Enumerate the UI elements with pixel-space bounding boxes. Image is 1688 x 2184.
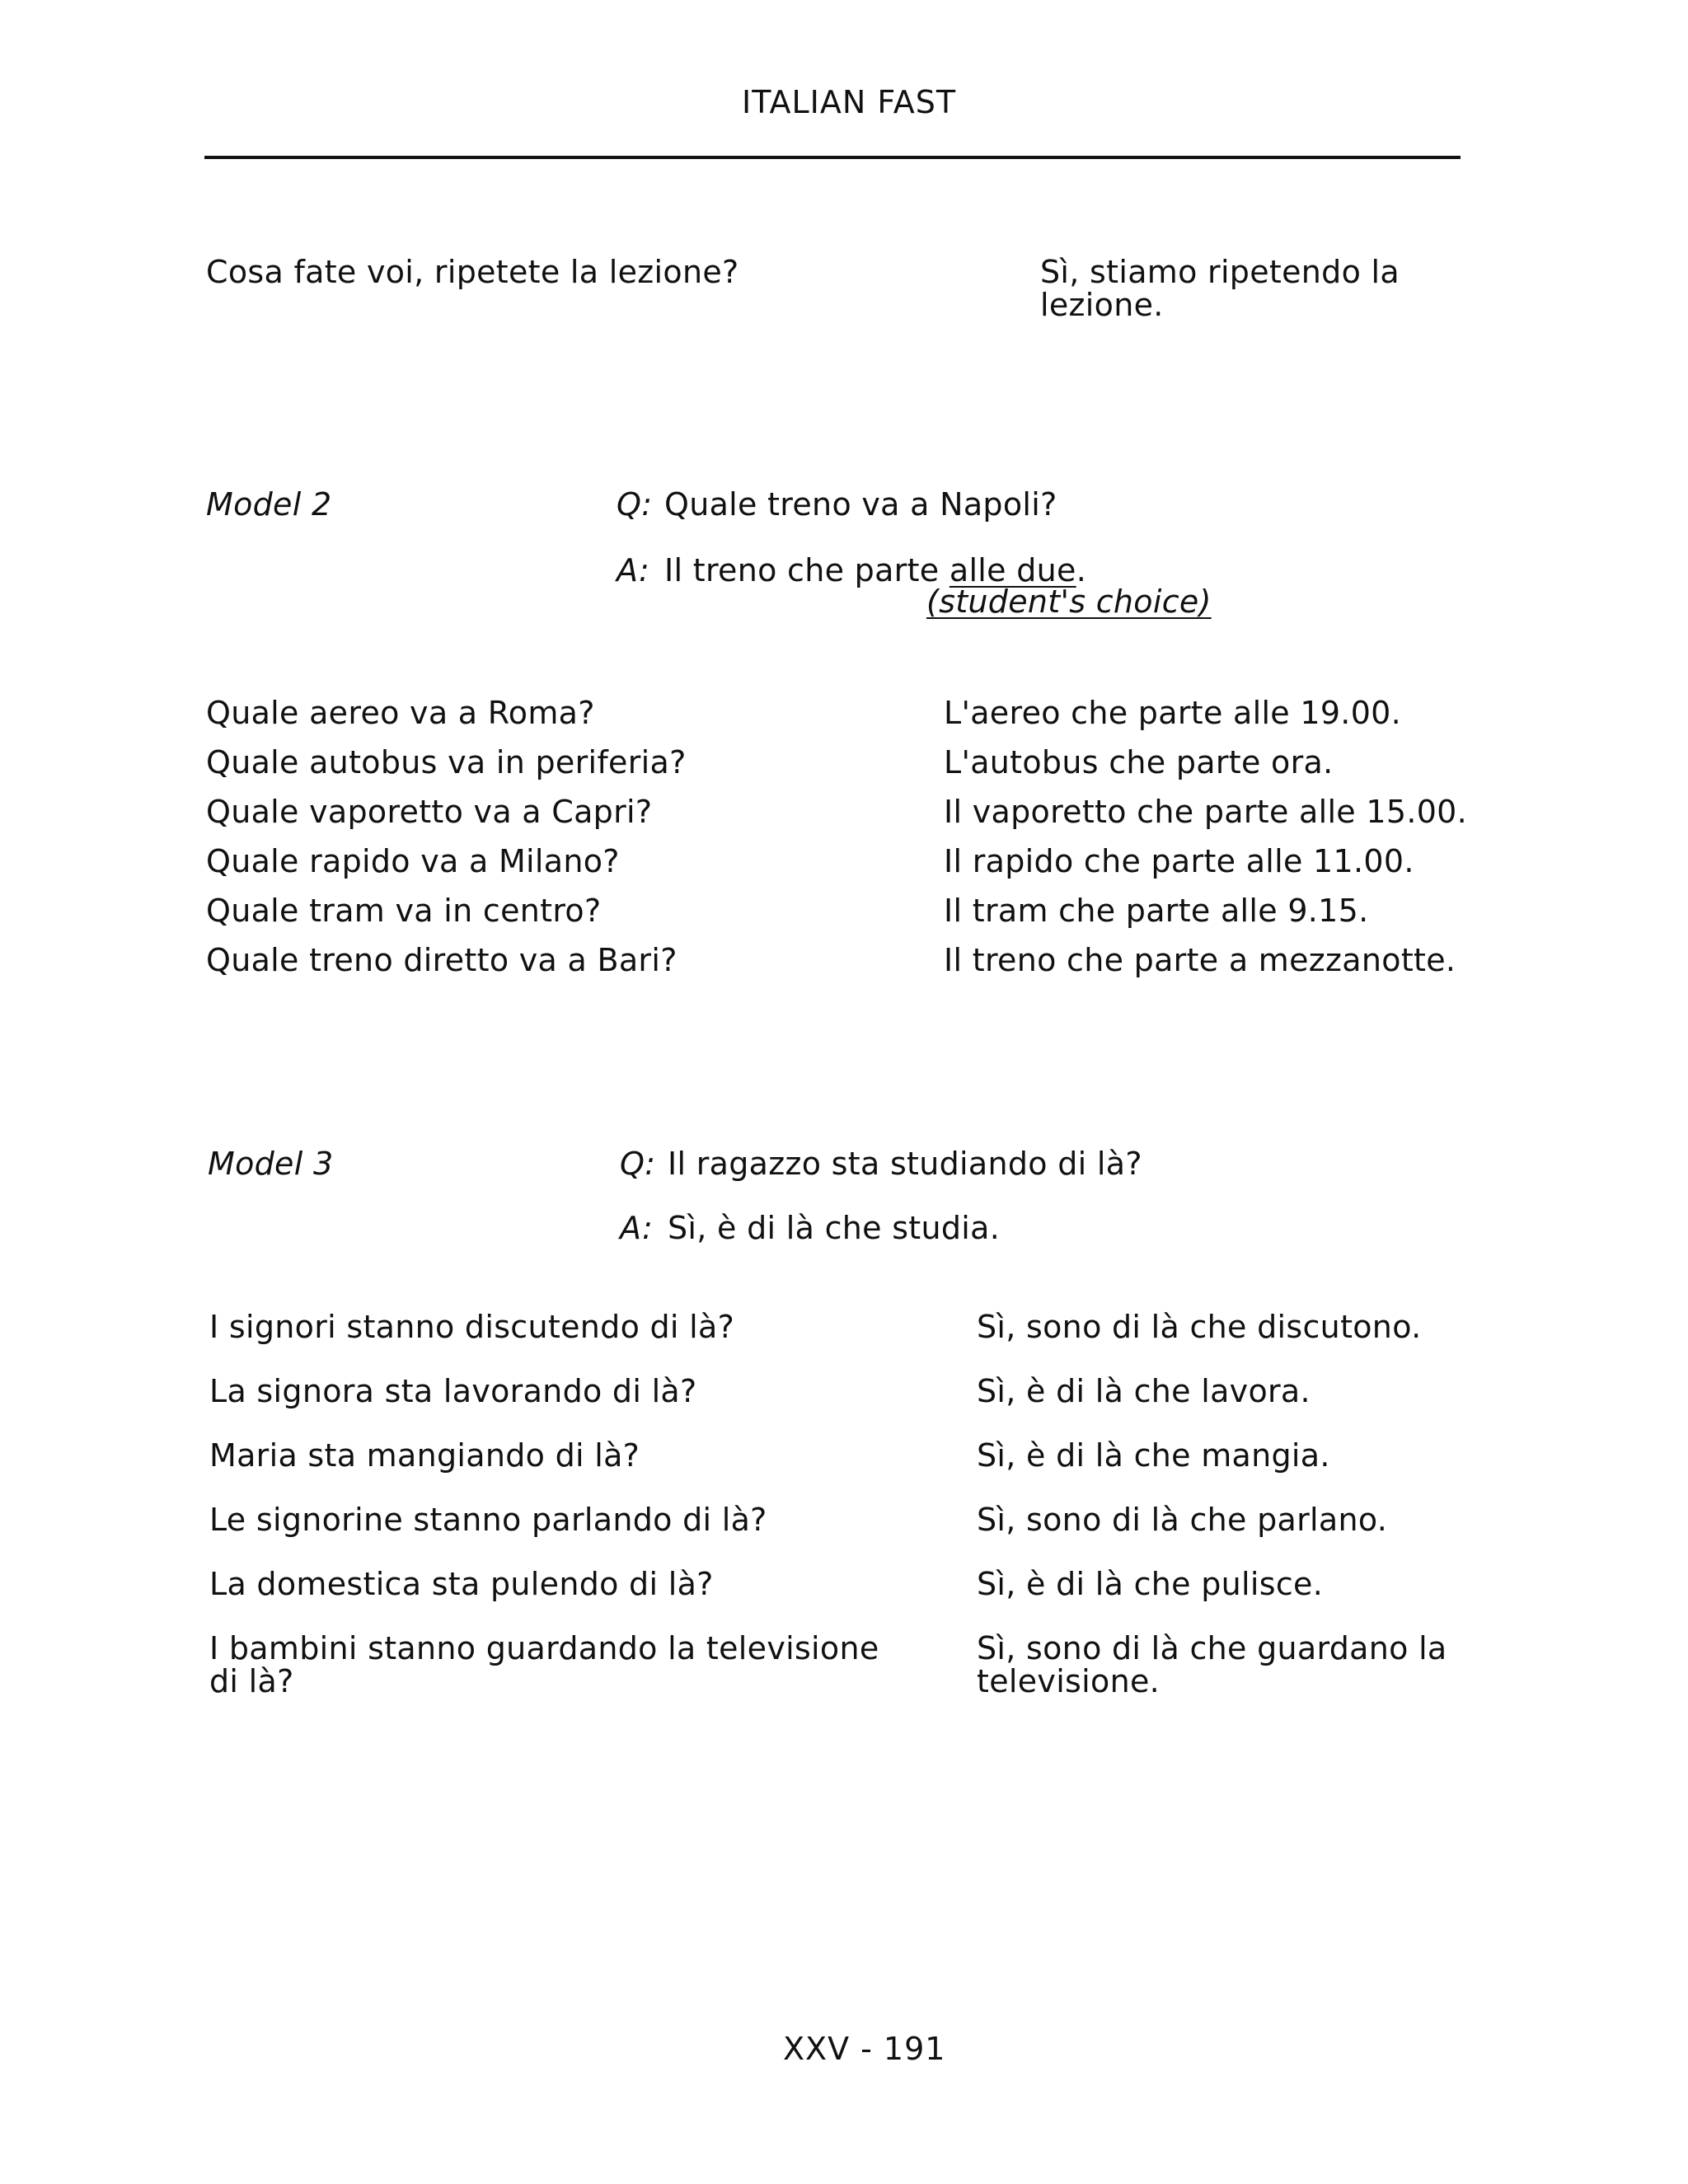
intro-question: Cosa fate voi, ripetete la lezione? xyxy=(206,254,739,290)
model2-a-text-prefix: Il treno che parte xyxy=(664,552,950,588)
model3-label: Model 3 xyxy=(208,1146,334,1182)
model2-question-6: Quale treno diretto va a Bari? xyxy=(206,942,678,978)
model3-answer-5: Sì, è di là che pulisce. xyxy=(977,1566,1324,1602)
model2-q-label: Q: xyxy=(617,486,653,523)
model2-answer-5: Il tram che parte alle 9.15. xyxy=(944,893,1369,929)
model2-a-label: A: xyxy=(617,552,650,588)
model3-a-label: A: xyxy=(620,1210,654,1246)
model2-answer-3: Il vaporetto che parte alle 15.00. xyxy=(944,794,1468,830)
model3-question-5: La domestica sta pulendo di là? xyxy=(209,1566,714,1602)
model3-answer-1: Sì, sono di là che discutono. xyxy=(977,1309,1422,1345)
model2-note: (student's choice) xyxy=(926,583,1212,620)
page-header-title: ITALIAN FAST xyxy=(742,84,957,120)
model3-answer-3: Sì, è di là che mangia. xyxy=(977,1437,1330,1474)
model3-answer-4: Sì, sono di là che parlano. xyxy=(977,1502,1388,1538)
model2-q-text: Quale treno va a Napoli? xyxy=(664,486,1057,523)
model2-answer-4: Il rapido che parte alle 11.00. xyxy=(944,843,1414,879)
model2-question-4: Quale rapido va a Milano? xyxy=(206,843,620,879)
model2-a-text xyxy=(664,554,1086,587)
model3-question-2: La signora sta lavorando di là? xyxy=(209,1373,697,1409)
model2-question-3: Quale vaporetto va a Capri? xyxy=(206,794,653,830)
model2-question-1: Quale aereo va a Roma? xyxy=(206,695,595,731)
model2-a-text-underlined: alle due xyxy=(949,552,1076,588)
model3-q-label: Q: xyxy=(620,1146,656,1182)
model3-answer-6-line2: televisione. xyxy=(977,1663,1160,1699)
model2-a-text-suffix: . xyxy=(1076,552,1087,588)
intro-answer-line1: Sì, stiamo ripetendo la xyxy=(1040,254,1400,290)
header-divider xyxy=(204,156,1461,159)
model2-answer-1: L'aereo che parte alle 19.00. xyxy=(944,695,1402,731)
model3-question-6-line1: I bambini stanno guardando la televisione xyxy=(209,1630,879,1666)
model3-a-text: Sì, è di là che studia. xyxy=(668,1210,1001,1246)
model3-question-4: Le signorine stanno parlando di là? xyxy=(209,1502,767,1538)
intro-answer-line2: lezione. xyxy=(1040,287,1164,323)
model2-question-2: Quale autobus va in periferia? xyxy=(206,744,687,780)
model2-answer-6: Il treno che parte a mezzanotte. xyxy=(944,942,1456,978)
model2-label: Model 2 xyxy=(206,486,332,523)
model3-question-6-line2: di là? xyxy=(209,1663,294,1699)
page-number: XXV - 191 xyxy=(783,2031,946,2067)
model2-answer-2: L'autobus che parte ora. xyxy=(944,744,1334,780)
model3-question-1: I signori stanno discutendo di là? xyxy=(209,1309,735,1345)
model3-answer-2: Sì, è di là che lavora. xyxy=(977,1373,1311,1409)
model2-question-5: Quale tram va in centro? xyxy=(206,893,602,929)
model3-q-text: Il ragazzo sta studiando di là? xyxy=(668,1146,1142,1182)
model3-question-3: Maria sta mangiando di là? xyxy=(209,1437,640,1474)
model3-answer-6-line1: Sì, sono di là che guardano la xyxy=(977,1630,1447,1666)
